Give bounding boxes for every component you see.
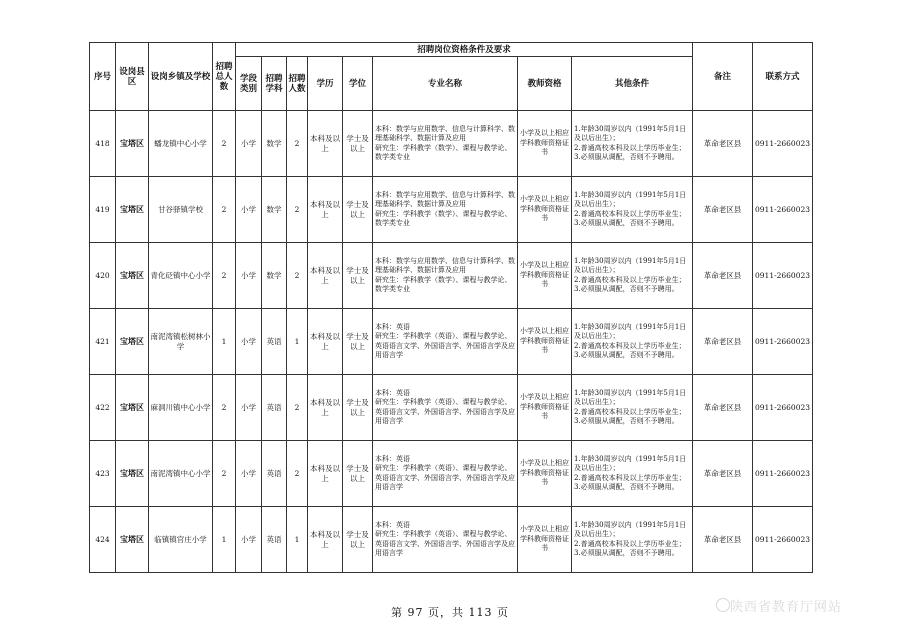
- cell-total: 2: [213, 177, 236, 243]
- watermark-text: 陕西省教育厅网站: [730, 600, 843, 615]
- header-count: 招聘人数: [287, 57, 308, 111]
- header-degree: 学位: [343, 57, 373, 111]
- cell-school: 麻洞川镇中心小学: [149, 375, 213, 441]
- cell-county: 宝塔区: [116, 309, 149, 375]
- cell-stage: 小学: [236, 375, 262, 441]
- cell-major: 本科：英语 研究生：学科教学（英语）、课程与教学论、英语语言文学、外国语言学、外国语言学及应用语言学: [373, 309, 518, 375]
- cell-degree: 学士及以上: [343, 507, 373, 573]
- header-seq: 序号: [90, 43, 116, 111]
- cell-stage: 小学: [236, 441, 262, 507]
- cell-seq: 422: [90, 375, 116, 441]
- cell-school: 蟠龙镇中心小学: [149, 111, 213, 177]
- cell-education: 本科及以上: [308, 441, 343, 507]
- cell-teacher-cert: 小学及以上相应学科教师资格证书: [518, 243, 572, 309]
- cell-contact: 0911-2660023: [753, 243, 813, 309]
- cell-county: 宝塔区: [116, 177, 149, 243]
- cell-remark: 革命老区县: [693, 177, 753, 243]
- table-row: [90, 111, 813, 177]
- cell-total: 2: [213, 375, 236, 441]
- cell-total: 1: [213, 507, 236, 573]
- header-county: 设岗县区: [116, 43, 149, 111]
- cell-school: 甘谷驿镇学校: [149, 177, 213, 243]
- cell-county: 宝塔区: [116, 441, 149, 507]
- cell-education: 本科及以上: [308, 243, 343, 309]
- header-school: 设岗乡镇及学校: [149, 43, 213, 111]
- cell-school: 临镇镇官庄小学: [149, 507, 213, 573]
- cell-remark: 革命老区县: [693, 507, 753, 573]
- cell-degree: 学士及以上: [343, 111, 373, 177]
- cell-remark: 革命老区县: [693, 309, 753, 375]
- cell-seq: 421: [90, 309, 116, 375]
- header-other: 其他条件: [572, 57, 693, 111]
- table-row: [90, 507, 813, 573]
- cell-subject: 英语: [262, 309, 287, 375]
- cell-education: 本科及以上: [308, 309, 343, 375]
- cell-major: 本科：英语 研究生：学科教学（英语）、课程与教学论、英语语言文学、外国语言学、外国语言学及应用语言学: [373, 507, 518, 573]
- cell-county: 宝塔区: [116, 111, 149, 177]
- cell-count: 1: [287, 507, 308, 573]
- cell-teacher-cert: 小学及以上相应学科教师资格证书: [518, 111, 572, 177]
- cell-contact: 0911-2660023: [753, 177, 813, 243]
- recruitment-table: [89, 42, 813, 573]
- cell-stage: 小学: [236, 243, 262, 309]
- cell-seq: 418: [90, 111, 116, 177]
- cell-other: 1.年龄30周岁以内（1991年5月1日及以后出生）； 2.普通高校本科及以上学历毕业生； 3.必须服从调配，否则不予聘用。: [572, 177, 693, 243]
- cell-subject: 英语: [262, 441, 287, 507]
- cell-teacher-cert: 小学及以上相应学科教师资格证书: [518, 507, 572, 573]
- header-remark: 备注: [693, 43, 753, 111]
- cell-count: 2: [287, 375, 308, 441]
- cell-teacher-cert: 小学及以上相应学科教师资格证书: [518, 177, 572, 243]
- cell-remark: 革命老区县: [693, 375, 753, 441]
- cell-other: 1.年龄30周岁以内（1991年5月1日及以后出生）； 2.普通高校本科及以上学历毕业生； 3.必须服从调配，否则不予聘用。: [572, 441, 693, 507]
- header-major: 专业名称: [373, 57, 518, 111]
- cell-education: 本科及以上: [308, 375, 343, 441]
- cell-school: 南泥湾镇中心小学: [149, 441, 213, 507]
- cell-teacher-cert: 小学及以上相应学科教师资格证书: [518, 441, 572, 507]
- cell-contact: 0911-2660023: [753, 375, 813, 441]
- cell-count: 2: [287, 441, 308, 507]
- cell-other: 1.年龄30周岁以内（1991年5月1日及以后出生）； 2.普通高校本科及以上学历毕业生； 3.必须服从调配，否则不予聘用。: [572, 111, 693, 177]
- cell-major: 本科：数学与应用数学、信息与计算科学、数理基础科学、数据计算及应用 研究生：学科教学（数学）、课程与教学论、数学类专业: [373, 243, 518, 309]
- cell-education: 本科及以上: [308, 507, 343, 573]
- cell-education: 本科及以上: [308, 111, 343, 177]
- cell-stage: 小学: [236, 507, 262, 573]
- cell-subject: 英语: [262, 507, 287, 573]
- table-row: [90, 177, 813, 243]
- header-total: 招聘总人数: [213, 43, 236, 111]
- cell-school: 南泥湾镇松树林小学: [149, 309, 213, 375]
- header-teacher-cert: 教师资格: [518, 57, 572, 111]
- cell-other: 1.年龄30周岁以内（1991年5月1日及以后出生）； 2.普通高校本科及以上学历毕业生； 3.必须服从调配，否则不予聘用。: [572, 375, 693, 441]
- cell-remark: 革命老区县: [693, 111, 753, 177]
- cell-major: 本科：英语 研究生：学科教学（英语）、课程与教学论、英语语言文学、外国语言学、外国语言学及应用语言学: [373, 375, 518, 441]
- cell-teacher-cert: 小学及以上相应学科教师资格证书: [518, 375, 572, 441]
- header-education: 学历: [308, 57, 343, 111]
- cell-education: 本科及以上: [308, 177, 343, 243]
- cell-stage: 小学: [236, 111, 262, 177]
- cell-total: 2: [213, 243, 236, 309]
- cell-count: 2: [287, 111, 308, 177]
- header-group: 招聘岗位资格条件及要求: [236, 43, 693, 57]
- cell-stage: 小学: [236, 309, 262, 375]
- cell-degree: 学士及以上: [343, 375, 373, 441]
- cell-count: 2: [287, 177, 308, 243]
- table-row: [90, 375, 813, 441]
- cell-other: 1.年龄30周岁以内（1991年5月1日及以后出生）； 2.普通高校本科及以上学历毕业生； 3.必须服从调配，否则不予聘用。: [572, 243, 693, 309]
- cell-seq: 419: [90, 177, 116, 243]
- cell-seq: 423: [90, 441, 116, 507]
- cell-county: 宝塔区: [116, 375, 149, 441]
- watermark-logo-icon: [716, 598, 730, 612]
- cell-remark: 革命老区县: [693, 441, 753, 507]
- cell-major: 本科：数学与应用数学、信息与计算科学、数理基础科学、数据计算及应用 研究生：学科教学（数学）、课程与教学论、数学类专业: [373, 177, 518, 243]
- cell-degree: 学士及以上: [343, 309, 373, 375]
- page-number: 第 97 页，共 113 页: [391, 606, 509, 619]
- header-subject: 招聘学科: [262, 57, 287, 111]
- cell-seq: 424: [90, 507, 116, 573]
- cell-contact: 0911-2660023: [753, 111, 813, 177]
- cell-contact: 0911-2660023: [753, 507, 813, 573]
- cell-subject: 英语: [262, 375, 287, 441]
- cell-other: 1.年龄30周岁以内（1991年5月1日及以后出生）； 2.普通高校本科及以上学历毕业生； 3.必须服从调配，否则不予聘用。: [572, 507, 693, 573]
- cell-major: 本科：数学与应用数学、信息与计算科学、数理基础科学、数据计算及应用 研究生：学科教学（数学）、课程与教学论、数学类专业: [373, 111, 518, 177]
- cell-teacher-cert: 小学及以上相应学科教师资格证书: [518, 309, 572, 375]
- cell-remark: 革命老区县: [693, 243, 753, 309]
- cell-count: 1: [287, 309, 308, 375]
- cell-degree: 学士及以上: [343, 177, 373, 243]
- cell-other: 1.年龄30周岁以内（1991年5月1日及以后出生）； 2.普通高校本科及以上学历毕业生； 3.必须服从调配，否则不予聘用。: [572, 309, 693, 375]
- cell-contact: 0911-2660023: [753, 309, 813, 375]
- cell-county: 宝塔区: [116, 243, 149, 309]
- cell-seq: 420: [90, 243, 116, 309]
- header-stage: 学段类别: [236, 57, 262, 111]
- cell-count: 2: [287, 243, 308, 309]
- cell-degree: 学士及以上: [343, 441, 373, 507]
- cell-total: 1: [213, 309, 236, 375]
- cell-subject: 数学: [262, 111, 287, 177]
- table-row: [90, 441, 813, 507]
- cell-county: 宝塔区: [116, 507, 149, 573]
- cell-school: 青化砭镇中心小学: [149, 243, 213, 309]
- cell-contact: 0911-2660023: [753, 441, 813, 507]
- cell-subject: 数学: [262, 243, 287, 309]
- cell-stage: 小学: [236, 177, 262, 243]
- cell-degree: 学士及以上: [343, 243, 373, 309]
- cell-major: 本科：英语 研究生：学科教学（英语）、课程与教学论、英语语言文学、外国语言学、外国语言学及应用语言学: [373, 441, 518, 507]
- table-row: [90, 309, 813, 375]
- cell-total: 2: [213, 441, 236, 507]
- cell-subject: 数学: [262, 177, 287, 243]
- table-row: [90, 243, 813, 309]
- cell-total: 2: [213, 111, 236, 177]
- header-contact: 联系方式: [753, 43, 813, 111]
